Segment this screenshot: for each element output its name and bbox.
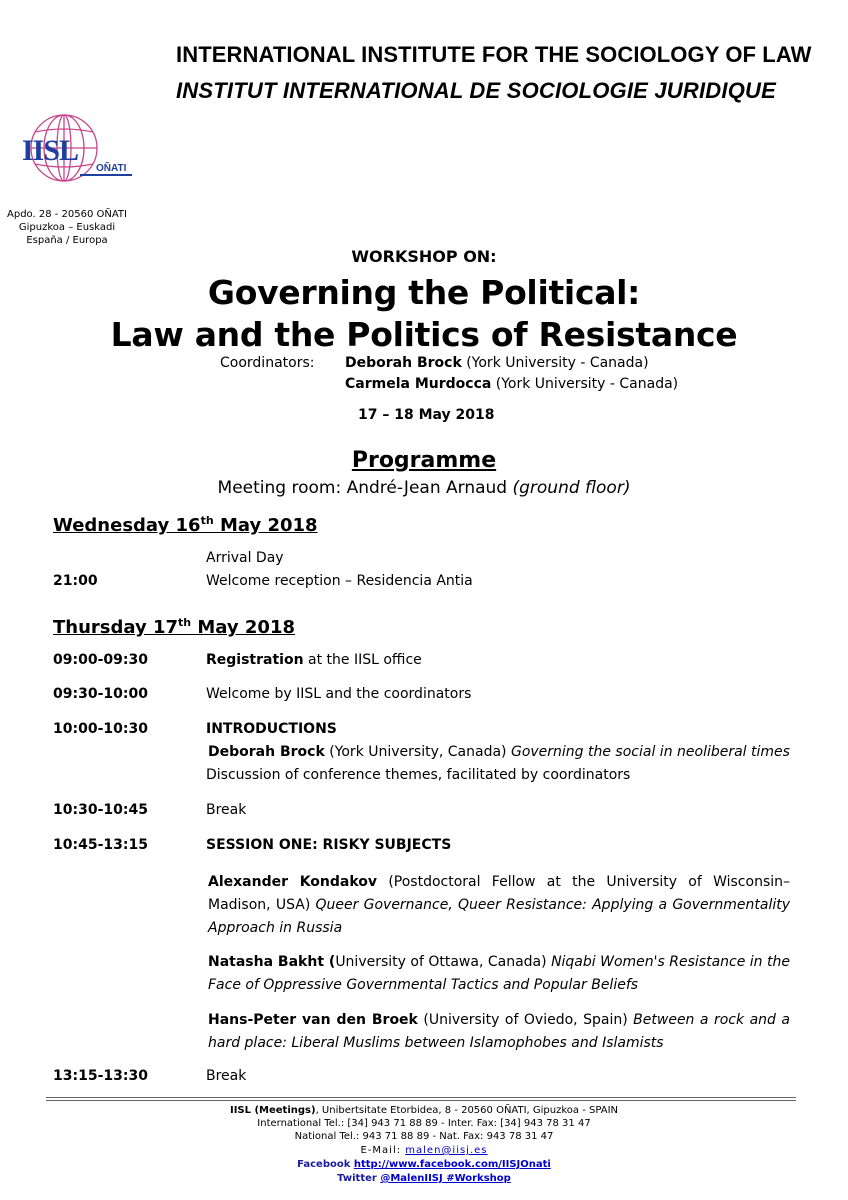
speaker-name: Hans-Peter van den Broek	[208, 1012, 418, 1028]
talk-title: Between a rock and a hard place: Liberal Muslims between Islamophobes and Islamists	[208, 1012, 790, 1051]
speaker-affiliation: (University of Oviedo, Spain)	[417, 1012, 634, 1028]
footer-org-address: , Unibertsitate Etorbidea, 8 - 20560 OÑATI, Gipuzkoa - SPAIN	[315, 1105, 619, 1116]
event-bold: Registration	[206, 652, 304, 668]
day-month: May 2018	[191, 617, 295, 638]
talk-title: Governing the social in neoliberal times	[510, 744, 790, 760]
footer-divider	[46, 1100, 796, 1101]
footer-intl-phone: International Tel.: [34] 943 71 88 89 - Inter. Fax: [34] 943 78 31 47	[257, 1118, 591, 1129]
coordinator-name: Deborah Brock	[345, 355, 462, 371]
address-line: España / Europa	[26, 235, 108, 246]
speaker-entry	[208, 744, 790, 760]
arrival-day: Arrival Day	[206, 550, 284, 566]
institute-name-english: INTERNATIONAL INSTITUTE FOR THE SOCIOLOGY OF LAW	[176, 42, 812, 67]
speaker-entry	[208, 951, 790, 997]
coordinator-affiliation: (York University - Canada)	[461, 355, 649, 371]
speaker-affiliation: (York University, Canada)	[324, 744, 511, 760]
schedule-event: Break	[206, 802, 247, 818]
institute-name-french: INSTITUT INTERNATIONAL DE SOCIOLOGIE JURIDIQUE	[176, 78, 776, 103]
coordinator-affiliation: (York University - Canada)	[491, 376, 679, 392]
schedule-event: Welcome by IISL and the coordinators	[206, 686, 472, 702]
speaker-name: Alexander Kondakov	[208, 874, 378, 890]
speaker-affiliation: University of Ottawa, Canada)	[335, 954, 552, 970]
day-suffix: th	[200, 514, 214, 527]
coordinator-name: Carmela Murdocca	[345, 376, 492, 392]
discussion-note: Discussion of conference themes, facilitated by coordinators	[206, 767, 631, 783]
room-note: (ground floor)	[512, 478, 631, 498]
address-line: Gipuzkoa – Euskadi	[18, 222, 116, 233]
day-month: May 2018	[213, 515, 318, 536]
footer-org: IISL (Meetings)	[229, 1105, 316, 1116]
talk-title: Niqabi Women's Resistance in the Face of Oppressive Governmental Tactics and Popular Beliefs	[208, 954, 790, 993]
schedule-time: 10:45-13:15	[53, 837, 148, 853]
session-title: INTRODUCTIONS	[206, 721, 337, 737]
footer-facebook	[0, 1158, 848, 1171]
title-line-1: Governing the Political:	[207, 273, 641, 312]
speaker-entry	[208, 1009, 790, 1055]
day-heading-wednesday	[53, 514, 318, 536]
footer-address	[0, 1104, 848, 1117]
logo-subtext: OÑATI	[96, 163, 127, 174]
speaker-name: Deborah Brock	[208, 744, 325, 760]
schedule-time: 13:15-13:30	[53, 1068, 148, 1084]
footer-email	[0, 1144, 848, 1157]
email-link[interactable]: malen@iisj.es	[405, 1145, 488, 1156]
coordinator-2	[345, 376, 678, 392]
workshop-label: WORKSHOP ON:	[351, 247, 497, 266]
schedule-time: 10:30-10:45	[53, 802, 148, 818]
schedule-event: Break	[206, 1068, 247, 1084]
schedule-time: 10:00-10:30	[53, 721, 148, 737]
schedule-event	[206, 652, 422, 668]
day-heading-thursday	[53, 616, 295, 638]
coordinators-label: Coordinators:	[220, 355, 315, 371]
iisl-logo	[22, 112, 134, 192]
schedule-event: Welcome reception – Residencia Antia	[206, 573, 473, 589]
room-text: Meeting room: André-Jean Arnaud	[217, 478, 513, 498]
programme-heading: Programme	[351, 448, 497, 473]
schedule-time: 09:30-10:00	[53, 686, 148, 702]
title-line-2: Law and the Politics of Resistance	[110, 315, 738, 354]
email-label: E-Mail:	[360, 1145, 406, 1156]
facebook-link[interactable]: http://www.facebook.com/IISJOnati	[353, 1159, 551, 1170]
day-label: Wednesday 16	[53, 515, 201, 536]
day-suffix: th	[178, 616, 192, 629]
event-text: at the IISL office	[303, 652, 422, 668]
schedule-time: 09:00-09:30	[53, 652, 148, 668]
workshop-dates: 17 – 18 May 2018	[358, 407, 495, 423]
day-label: Thursday 17	[53, 617, 179, 638]
facebook-label: Facebook	[297, 1159, 354, 1170]
workshop-title	[0, 272, 848, 356]
session-title: SESSION ONE: RISKY SUBJECTS	[206, 837, 452, 853]
footer-twitter	[0, 1172, 848, 1185]
footer-national-phone: National Tel.: 943 71 88 89 - Nat. Fax: 943 78 31 47	[294, 1131, 554, 1142]
coordinator-1	[345, 355, 649, 371]
footer-divider	[46, 1097, 796, 1098]
address-line: Apdo. 28 - 20560 OÑATI	[7, 209, 127, 220]
twitter-link[interactable]: @MalenIISJ #Workshop	[380, 1173, 511, 1184]
speaker-name: Natasha Bakht (	[208, 954, 336, 970]
twitter-label: Twitter	[337, 1173, 381, 1184]
schedule-time: 21:00	[53, 573, 98, 589]
postal-address	[0, 208, 134, 247]
logo-text: IISL	[22, 134, 79, 167]
talk-title: Queer Governance, Queer Resistance: Applying a Governmentality Approach in Russia	[208, 897, 791, 936]
speaker-affiliation: (Postdoctoral Fellow at the University of Wisconsin–Madison, USA)	[208, 874, 790, 913]
speaker-entry	[208, 871, 790, 940]
meeting-room	[0, 478, 848, 498]
